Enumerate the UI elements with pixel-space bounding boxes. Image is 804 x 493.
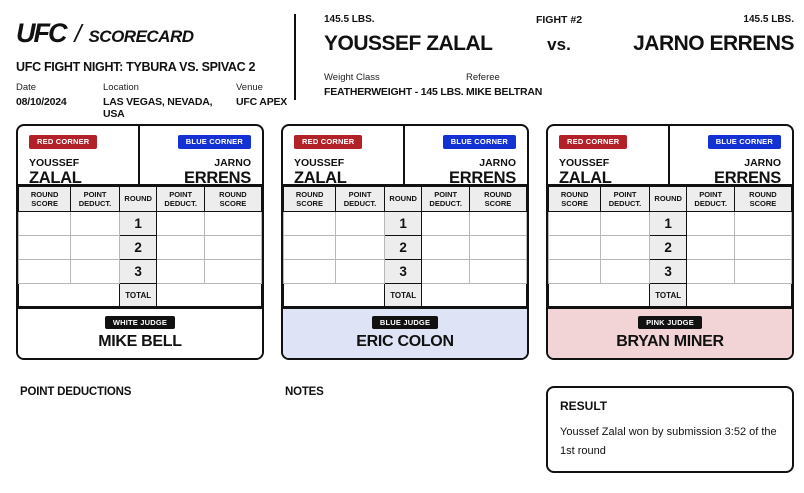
score-table-header-row (19, 187, 262, 212)
blue-corner-badge: BLUE CORNER (443, 135, 516, 149)
blue-point-deduct-cell (422, 236, 469, 260)
referee-value: MIKE BELTRAN (466, 86, 543, 98)
notes-label: NOTES (285, 386, 324, 398)
result-box (546, 386, 794, 473)
location-field (103, 82, 236, 120)
blue-point-deduct-cell (687, 212, 734, 236)
col-blue-point-deduct: POINT DEDUCT. (422, 187, 469, 212)
total-label: TOTAL (119, 284, 157, 307)
red-corner-half (548, 126, 670, 187)
blue-round-score-cell (734, 236, 791, 260)
judge-name: MIKE BELL (98, 333, 182, 351)
round-3-row (549, 260, 792, 284)
date-label: Date (16, 82, 37, 93)
red-corner-half (283, 126, 405, 187)
blue-round-score-cell (469, 212, 526, 236)
blue-corner-badge: BLUE CORNER (178, 135, 251, 149)
col-blue-round-score: ROUND SCORE (204, 187, 261, 212)
blue-corner-half (140, 126, 262, 187)
red-fighter-first-name: YOUSSEF (559, 156, 610, 169)
corners-header (18, 126, 262, 186)
weight-class-value: FEATHERWEIGHT - 145 LBS. (324, 86, 464, 98)
blue-corner-half (405, 126, 527, 187)
red-fighter-last-name: ZALAL (29, 168, 82, 187)
page-header (0, 0, 804, 120)
red-corner-badge: RED CORNER (294, 135, 362, 149)
blue-total-cell (687, 284, 792, 307)
score-table-header-row (549, 187, 792, 212)
judge-scorecard-card (546, 124, 794, 360)
col-blue-round-score: ROUND SCORE (469, 187, 526, 212)
col-blue-point-deduct: POINT DEDUCT. (687, 187, 734, 212)
blue-point-deduct-cell (157, 260, 204, 284)
red-fighter-first-name: YOUSSEF (294, 156, 345, 169)
fight-number: FIGHT #2 (535, 14, 583, 26)
judge-scorecards-row (0, 124, 804, 360)
judge-footer (548, 307, 792, 358)
total-label: TOTAL (649, 284, 687, 307)
col-round: ROUND (119, 187, 157, 212)
red-corner-badge: RED CORNER (559, 135, 627, 149)
blue-corner-badge: BLUE CORNER (708, 135, 781, 149)
col-blue-point-deduct: POINT DEDUCT. (157, 187, 204, 212)
result-label: RESULT (560, 399, 608, 413)
blue-total-cell (157, 284, 262, 307)
location-label: Location (103, 82, 139, 93)
blue-fighter-header (624, 14, 794, 56)
event-title: UFC FIGHT NIGHT: TYBURA VS. SPIVAC 2 (16, 60, 256, 74)
red-total-cell (549, 284, 650, 307)
blue-total-cell (422, 284, 527, 307)
date-field (16, 82, 103, 120)
venue-field (236, 82, 294, 120)
red-round-score-cell (284, 236, 336, 260)
total-row (19, 284, 262, 307)
round-number: 2 (649, 236, 687, 260)
venue-label: Venue (236, 82, 263, 93)
round-number: 3 (384, 260, 422, 284)
judge-footer (283, 307, 527, 358)
round-number: 3 (119, 260, 157, 284)
round-2-row (19, 236, 262, 260)
round-number: 2 (119, 236, 157, 260)
logo-slash: / (74, 20, 82, 48)
blue-point-deduct-cell (157, 236, 204, 260)
date-value: 08/10/2024 (16, 96, 67, 108)
red-round-score-cell (549, 260, 601, 284)
matchup-section (296, 14, 794, 100)
blue-round-score-cell (734, 212, 791, 236)
red-point-deduct-cell (601, 212, 650, 236)
red-point-deduct-cell (601, 260, 650, 284)
red-fighter-header (324, 14, 494, 56)
ufc-scorecard-logo (16, 18, 294, 49)
round-1-row (19, 212, 262, 236)
round-2-row (549, 236, 792, 260)
blue-corner-half (670, 126, 792, 187)
col-blue-round-score: ROUND SCORE (734, 187, 791, 212)
red-point-deduct-cell (71, 236, 120, 260)
judge-footer (18, 307, 262, 358)
round-number: 1 (119, 212, 157, 236)
total-label: TOTAL (384, 284, 422, 307)
blue-round-score-cell (204, 212, 261, 236)
score-table (283, 186, 527, 307)
col-round: ROUND (384, 187, 422, 212)
red-point-deduct-cell (71, 212, 120, 236)
venue-value: UFC APEX (236, 96, 288, 108)
round-1-row (284, 212, 527, 236)
red-round-score-cell (549, 236, 601, 260)
ufc-logo: UFC (16, 18, 66, 48)
weight-class-field (324, 72, 466, 98)
red-fighter-last-name: ZALAL (294, 168, 347, 187)
blue-round-score-cell (469, 236, 526, 260)
event-fields (16, 82, 294, 120)
blue-fighter-first-name: JARNO (744, 156, 781, 169)
col-red-round-score: ROUND SCORE (549, 187, 601, 212)
judge-scorecard-card (281, 124, 529, 360)
blue-round-score-cell (204, 236, 261, 260)
scorecard-wordmark: SCORECARD (88, 27, 194, 46)
col-red-point-deduct: POINT DEDUCT. (336, 187, 385, 212)
round-3-row (284, 260, 527, 284)
red-point-deduct-cell (71, 260, 120, 284)
red-round-score-cell (19, 236, 71, 260)
blue-fighter-first-name: JARNO (479, 156, 516, 169)
red-point-deduct-cell (336, 236, 385, 260)
judge-name: ERIC COLON (356, 333, 454, 351)
notes-section (281, 386, 529, 398)
blue-fighter-last-name: ERRENS (184, 168, 251, 187)
referee-label: Referee (466, 72, 500, 83)
blue-fighter-name: JARNO ERRENS (633, 32, 794, 55)
corners-header (548, 126, 792, 186)
round-number: 2 (384, 236, 422, 260)
col-red-point-deduct: POINT DEDUCT. (71, 187, 120, 212)
red-point-deduct-cell (601, 236, 650, 260)
blue-round-score-cell (469, 260, 526, 284)
total-row (284, 284, 527, 307)
blue-point-deduct-cell (687, 260, 734, 284)
col-red-round-score: ROUND SCORE (19, 187, 71, 212)
point-deductions-label: POINT DEDUCTIONS (20, 386, 132, 398)
blue-fighter-weight: 145.5 LBS. (743, 14, 794, 25)
red-round-score-cell (19, 260, 71, 284)
bout-details-row (324, 72, 794, 98)
red-total-cell (284, 284, 385, 307)
col-round: ROUND (649, 187, 687, 212)
blue-point-deduct-cell (422, 212, 469, 236)
red-round-score-cell (284, 212, 336, 236)
col-red-round-score: ROUND SCORE (284, 187, 336, 212)
red-total-cell (19, 284, 120, 307)
red-point-deduct-cell (336, 212, 385, 236)
judge-role-badge: BLUE JUDGE (372, 316, 438, 330)
blue-round-score-cell (734, 260, 791, 284)
referee-field (466, 72, 794, 98)
judge-scorecard-card (16, 124, 264, 360)
page-footer (0, 386, 804, 473)
blue-point-deduct-cell (687, 236, 734, 260)
vs-label: vs. (547, 35, 571, 54)
weight-class-label: Weight Class (324, 72, 380, 83)
red-round-score-cell (284, 260, 336, 284)
red-point-deduct-cell (336, 260, 385, 284)
fighters-row (324, 14, 794, 56)
red-corner-half (18, 126, 140, 187)
round-number: 1 (384, 212, 422, 236)
red-fighter-name: YOUSSEF ZALAL (324, 32, 493, 55)
result-section (546, 386, 794, 473)
total-row (549, 284, 792, 307)
red-round-score-cell (19, 212, 71, 236)
round-1-row (549, 212, 792, 236)
round-2-row (284, 236, 527, 260)
blue-fighter-first-name: JARNO (214, 156, 251, 169)
corners-header (283, 126, 527, 186)
round-3-row (19, 260, 262, 284)
score-table-header-row (284, 187, 527, 212)
fight-number-block (494, 14, 624, 56)
red-fighter-last-name: ZALAL (559, 168, 612, 187)
location-value: LAS VEGAS, NEVADA, USA (103, 96, 213, 120)
judge-role-badge: PINK JUDGE (638, 316, 702, 330)
blue-round-score-cell (204, 260, 261, 284)
score-table (18, 186, 262, 307)
judge-role-badge: WHITE JUDGE (105, 316, 175, 330)
judge-name: BRYAN MINER (616, 333, 724, 351)
blue-fighter-last-name: ERRENS (714, 168, 781, 187)
blue-point-deduct-cell (157, 212, 204, 236)
round-number: 3 (649, 260, 687, 284)
round-number: 1 (649, 212, 687, 236)
col-red-point-deduct: POINT DEDUCT. (601, 187, 650, 212)
red-corner-badge: RED CORNER (29, 135, 97, 149)
red-fighter-first-name: YOUSSEF (29, 156, 80, 169)
event-info-section (16, 14, 296, 120)
blue-fighter-last-name: ERRENS (449, 168, 516, 187)
red-fighter-weight: 145.5 LBS. (324, 14, 375, 25)
red-round-score-cell (549, 212, 601, 236)
result-text: Youssef Zalal won by submission 3:52 of the 1st round (560, 426, 777, 457)
blue-point-deduct-cell (422, 260, 469, 284)
point-deductions-section (16, 386, 264, 398)
score-table (548, 186, 792, 307)
